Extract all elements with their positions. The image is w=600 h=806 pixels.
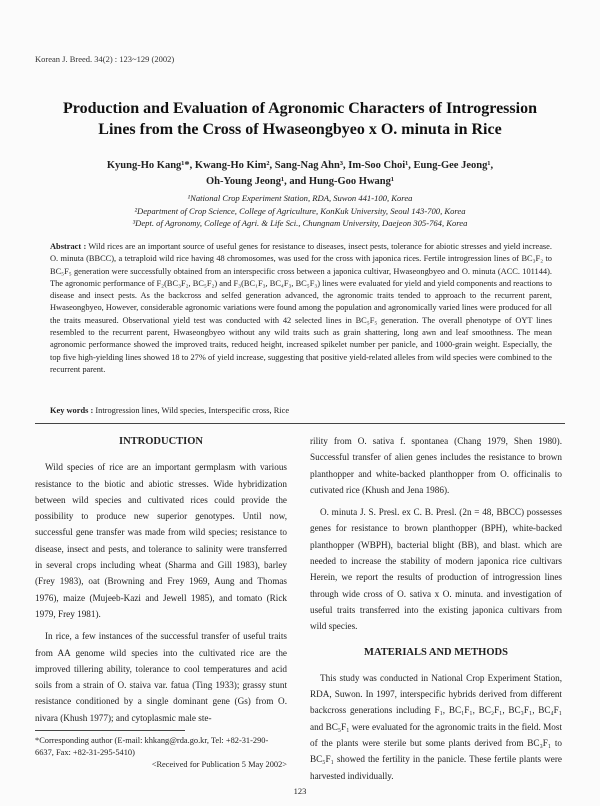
title-line-2: Lines from the Cross of Hwaseongbyeo x O. minuta in Rice: [98, 121, 502, 138]
keywords-text: Introgression lines, Wild species, Interspecific cross, Rice: [95, 406, 290, 415]
affiliation-2: ²Department of Crop Science, College of Agriculture, KonKuk University, Seoul 143-700, Korea: [134, 205, 466, 216]
footnote-divider: [35, 730, 185, 731]
left-column: [35, 433, 287, 732]
corresponding-author: *Corresponding author (E-mail: khkang@rda.go.kr, Tel: +82-31-290-6637, Fax: +82-31-295-5410): [35, 736, 269, 757]
received-date: <Received for Publication 5 May 2002>: [151, 759, 287, 769]
right-column: [310, 433, 562, 790]
affiliation-3: ³Dept. of Agronomy, College of Agri. & Life Sci., Chungnam University, Daejeon 305-764, Korea: [132, 218, 468, 228]
methods-paragraph-1: This study was conducted in National Crop Experiment Station, RDA, Suwon. In 1997, interspecific hybrids derived from different backcross generations including F₁, BC₁F₁, BC₂F₁, BC₃F₁, BC₄F₁ and BC₅F₁ were evaluated for the agronomic traits in the field. Most of the plants were sterile but some plants derived from BC₃F₁ to BC₅F₁ showed the fertility in the panicle. These fertile plants were harvested individually.: [310, 672, 562, 781]
authors-line-1: Kyung-Ho Kang¹*, Kwang-Ho Kim², Sang-Nag Ahn³, Im-Soo Choi¹, Eung-Gee Jeong¹,: [106, 160, 494, 171]
affiliations: [40, 192, 560, 230]
affiliation-1: ¹National Crop Experiment Station, RDA, Suwon 441-100, Korea: [187, 193, 413, 203]
section-divider: [35, 423, 565, 424]
footnote: [35, 735, 287, 770]
author-list: [40, 158, 560, 190]
right-paragraph-2: O. minuta J. S. Presl. ex C. B. Presl. (2n = 48, BBCC) possesses genes for resistance to brown planthopper (BPH), white-backed planthopper (WBPH), bacterial blight (BB), and blast. which are needed to increase the stability of modern japonica rice cultivars Herein, we report the results of production of introgression lines through wide cross of O. sativa x O. minuta. and investigation of useful traits transferred into the existing japonica cultivars from wild species.: [310, 507, 562, 632]
methods-heading: MATERIALS AND METHODS: [364, 646, 508, 658]
paper-title: [40, 98, 560, 140]
abstract: [50, 241, 552, 376]
keywords-label: Key words :: [50, 406, 94, 415]
title-line-1: Production and Evaluation of Agronomic Characters of Introgression: [63, 100, 537, 117]
introduction-heading: INTRODUCTION: [118, 436, 203, 447]
intro-paragraph-1: Wild species of rice are an important germplasm with various resistance to the biotic and abiotic stresses. Wide hybridization between wild species and cultivated rices could provide the possibility to produce new superior genotypes. Until now, successful gene transfer was made from wild species; resistance to disease, insect and pests, and tolerance to salinity were transferred in several crops including wheat (Sharma and Gill 1983), barley (Frey 1983), oat (Browning and Frey 1969, Aung and Thomas 1976), maize (Mujeeb-Kazi and Jewell 1985), and tomato (Rick 1979, Frey 1981).: [35, 462, 287, 619]
right-paragraph-1: rility from O. sativa f. spontanea (Chang 1979, Shen 1980). Successful transfer of alien genes includes the resistance to brown planthopper and white-backed planthopper from O. officinalis to cutivated rice (Khush and Jena 1986).: [310, 436, 562, 495]
abstract-label: Abstract :: [50, 242, 87, 251]
authors-line-2: Oh-Young Jeong¹, and Hung-Goo Hwang¹: [205, 176, 395, 187]
intro-paragraph-2: In rice, a few instances of the successful transfer of useful traits from AA genome wild species into the cultivated rice are the improved tillering ability, tolerance to cool temperatures and acid soils from a strain of O. staiva var. fatua (Ting 1933); grassy stunt resistance conditioned by a single dominant gene (Gs) from O. nivara (Khush 1977); and cytoplasmic male ste-: [35, 631, 287, 723]
keywords: [50, 406, 552, 415]
page-number: 123: [293, 786, 307, 796]
journal-citation: Korean J. Breed. 34(2) : 123~129 (2002): [35, 54, 175, 64]
abstract-text: Wild rices are an important source of useful genes for resistance to diseases, insect pests, tolerance for abiotic stresses and yield increase. O. minuta (BBCC), a tetraploid wild rice having 48 chromosomes, was used for the cross with japonica rices. Fertile introgression lines of BC₃F₂ to BC₅F₅ generation were successfully obtained from an interspecific cross between a japonica cultivar, Hwaseongbyeo and O. minuta (ACC. 101144). The agronomic performance of F₂(BC₃F₂, BC₅F₂) and F₃(BC₁F₃, BC₄F₃, BC₅F₃) lines were evaluated for yield and yield components and reactions to disease and insect pests. As the backcross and selfed generation advanced, the agronomic traits tended to approach to the recurrent parent, Hwaseongbyeo, However, considerable agronomic variations were found among the population and agronomically varied lines were produced for all the traits measured. Observational yield test was conducted with 42 selected lines in BC₅F₅ generation. The overall phenotype of OYT lines resembled to the recurrent parent, Hwaseongbyeo without any wild traits such as grain shattering, long awn and leaf smoothness. The mean agronomic performance showed the improved traits, reduced height, increased spikelet number per panicle, and 1000-grain weight. Especially, the top five high-yielding lines showed 18 to 27% of yield increase, suggesting that positive yield-related alleles from wild species were combined to the recurrent parent.: [50, 242, 552, 374]
